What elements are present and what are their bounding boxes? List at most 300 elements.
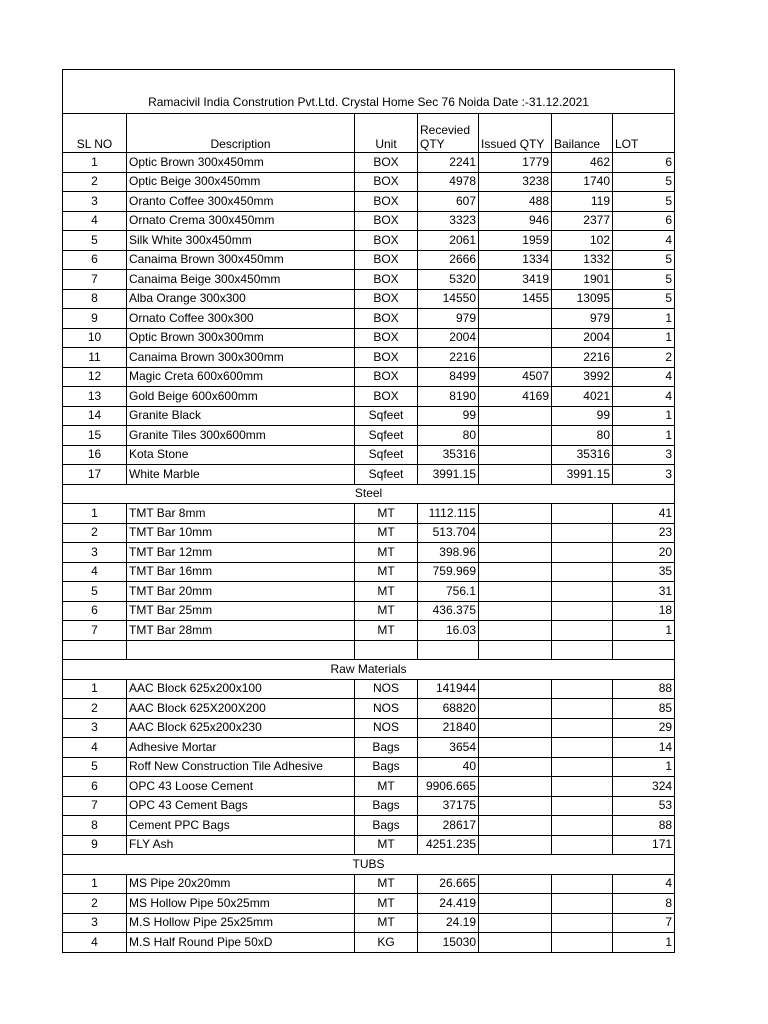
cell-received-qty: 24.19	[418, 913, 479, 933]
cell-received-qty: 3654	[418, 738, 479, 758]
header-description: Description	[127, 114, 355, 153]
cell-balance	[552, 874, 613, 894]
cell-balance: 99	[552, 406, 613, 426]
cell-received-qty: 756.1	[418, 582, 479, 602]
section-header-row	[63, 660, 675, 680]
cell-received-qty: 40	[418, 757, 479, 777]
cell-description: Adhesive Mortar	[127, 738, 355, 758]
cell-description: White Marble	[127, 465, 355, 485]
cell-balance: 1740	[552, 172, 613, 192]
cell-balance	[552, 679, 613, 699]
cell-sl-no: 7	[63, 621, 127, 641]
table-row	[63, 796, 675, 816]
cell-lot: 5	[613, 192, 675, 212]
cell-issued-qty	[479, 738, 552, 758]
table-row	[63, 250, 675, 270]
cell-sl-no: 3	[63, 913, 127, 933]
cell-received-qty: 15030	[418, 933, 479, 953]
cell-sl-no: 1	[63, 679, 127, 699]
table-row	[63, 913, 675, 933]
cell-description: Ornato Coffee 300x300	[127, 309, 355, 329]
cell-received-qty: 8190	[418, 387, 479, 407]
cell-issued-qty	[479, 445, 552, 465]
cell-unit: MT	[355, 523, 418, 543]
cell-issued-qty: 1959	[479, 231, 552, 251]
cell-issued-qty	[479, 757, 552, 777]
cell-received-qty: 2061	[418, 231, 479, 251]
table-row	[63, 289, 675, 309]
cell-sl-no: 8	[63, 816, 127, 836]
cell-issued-qty	[479, 309, 552, 329]
stock-table	[62, 69, 675, 953]
cell-description: M.S Hollow Pipe 25x25mm	[127, 913, 355, 933]
table-row	[63, 601, 675, 621]
cell-description: Gold Beige 600x600mm	[127, 387, 355, 407]
cell-balance: 4021	[552, 387, 613, 407]
cell-unit: Bags	[355, 816, 418, 836]
cell-lot: 14	[613, 738, 675, 758]
cell-received-qty: 3991.15	[418, 465, 479, 485]
cell-lot: 3	[613, 445, 675, 465]
cell-lot: 6	[613, 211, 675, 231]
cell-issued-qty: 946	[479, 211, 552, 231]
cell-balance	[552, 562, 613, 582]
header-unit: Unit	[355, 114, 418, 153]
cell-balance: 1901	[552, 270, 613, 290]
cell-lot: 4	[613, 231, 675, 251]
cell-issued-qty: 1455	[479, 289, 552, 309]
cell-issued-qty	[479, 406, 552, 426]
cell-sl-no: 6	[63, 250, 127, 270]
cell-sl-no: 14	[63, 406, 127, 426]
cell-received-qty	[418, 640, 479, 660]
cell-received-qty: 513.704	[418, 523, 479, 543]
cell-description: OPC 43 Loose Cement	[127, 777, 355, 797]
cell-sl-no: 1	[63, 153, 127, 173]
cell-description: OPC 43 Cement Bags	[127, 796, 355, 816]
cell-lot: 4	[613, 387, 675, 407]
cell-issued-qty	[479, 562, 552, 582]
cell-received-qty: 14550	[418, 289, 479, 309]
cell-lot: 1	[613, 933, 675, 953]
cell-sl-no: 2	[63, 699, 127, 719]
cell-lot: 3	[613, 465, 675, 485]
cell-description: MS Hollow Pipe 50x25mm	[127, 894, 355, 914]
cell-sl-no: 5	[63, 757, 127, 777]
cell-sl-no: 11	[63, 348, 127, 368]
cell-received-qty: 80	[418, 426, 479, 446]
header-sl-no: SL NO	[63, 114, 127, 153]
cell-lot: 23	[613, 523, 675, 543]
section-header-row	[63, 484, 675, 504]
cell-description: AAC Block 625X200X200	[127, 699, 355, 719]
cell-description: M.S Half Round Pipe 50xD	[127, 933, 355, 953]
cell-lot: 4	[613, 874, 675, 894]
cell-balance	[552, 504, 613, 524]
cell-balance	[552, 582, 613, 602]
table-row	[63, 679, 675, 699]
cell-unit: MT	[355, 621, 418, 641]
cell-received-qty: 759.969	[418, 562, 479, 582]
cell-lot: 324	[613, 777, 675, 797]
cell-description: TMT Bar 20mm	[127, 582, 355, 602]
cell-received-qty: 35316	[418, 445, 479, 465]
cell-sl-no: 6	[63, 777, 127, 797]
cell-sl-no: 5	[63, 231, 127, 251]
cell-description: TMT Bar 16mm	[127, 562, 355, 582]
cell-unit: MT	[355, 601, 418, 621]
cell-received-qty: 5320	[418, 270, 479, 290]
cell-sl-no: 3	[63, 192, 127, 212]
cell-sl-no	[63, 640, 127, 660]
table-row	[63, 738, 675, 758]
cell-lot: 53	[613, 796, 675, 816]
cell-unit: MT	[355, 582, 418, 602]
cell-lot: 18	[613, 601, 675, 621]
cell-unit: MT	[355, 562, 418, 582]
table-row	[63, 504, 675, 524]
cell-description: Optic Brown 300x300mm	[127, 328, 355, 348]
table-row	[63, 445, 675, 465]
header-received-qty	[418, 114, 479, 153]
cell-sl-no: 2	[63, 172, 127, 192]
cell-unit: BOX	[355, 289, 418, 309]
cell-received-qty: 21840	[418, 718, 479, 738]
cell-balance	[552, 523, 613, 543]
cell-sl-no: 4	[63, 738, 127, 758]
cell-unit: MT	[355, 913, 418, 933]
cell-issued-qty	[479, 465, 552, 485]
cell-balance	[552, 543, 613, 563]
cell-received-qty: 3323	[418, 211, 479, 231]
cell-sl-no: 7	[63, 796, 127, 816]
cell-balance: 80	[552, 426, 613, 446]
cell-issued-qty	[479, 679, 552, 699]
table-row	[63, 757, 675, 777]
cell-received-qty: 2216	[418, 348, 479, 368]
table-row	[63, 367, 675, 387]
cell-description: Alba Orange 300x300	[127, 289, 355, 309]
cell-balance	[552, 933, 613, 953]
cell-lot: 88	[613, 816, 675, 836]
cell-balance: 2004	[552, 328, 613, 348]
header-received-line1: Recevied	[420, 123, 471, 137]
cell-sl-no: 4	[63, 933, 127, 953]
cell-issued-qty	[479, 835, 552, 855]
table-row	[63, 582, 675, 602]
cell-received-qty: 4978	[418, 172, 479, 192]
cell-unit: NOS	[355, 718, 418, 738]
cell-description	[127, 640, 355, 660]
cell-sl-no: 4	[63, 211, 127, 231]
cell-received-qty: 436.375	[418, 601, 479, 621]
section-title: TUBS	[63, 855, 675, 875]
cell-unit: Sqfeet	[355, 445, 418, 465]
cell-unit: BOX	[355, 348, 418, 368]
cell-lot: 1	[613, 757, 675, 777]
cell-unit: BOX	[355, 172, 418, 192]
cell-description: AAC Block 625x200x230	[127, 718, 355, 738]
cell-unit: BOX	[355, 153, 418, 173]
cell-issued-qty	[479, 699, 552, 719]
cell-issued-qty	[479, 640, 552, 660]
table-row	[63, 270, 675, 290]
cell-issued-qty	[479, 718, 552, 738]
cell-lot: 4	[613, 367, 675, 387]
cell-sl-no: 3	[63, 718, 127, 738]
cell-received-qty: 141944	[418, 679, 479, 699]
cell-lot: 88	[613, 679, 675, 699]
table-row	[63, 211, 675, 231]
cell-unit: MT	[355, 894, 418, 914]
cell-description: TMT Bar 25mm	[127, 601, 355, 621]
cell-balance: 979	[552, 309, 613, 329]
cell-issued-qty	[479, 348, 552, 368]
section-title: Steel	[63, 484, 675, 504]
table-row	[63, 543, 675, 563]
cell-description: Granite Black	[127, 406, 355, 426]
cell-unit: NOS	[355, 679, 418, 699]
cell-unit: BOX	[355, 270, 418, 290]
cell-lot: 20	[613, 543, 675, 563]
cell-unit: BOX	[355, 211, 418, 231]
cell-received-qty: 398.96	[418, 543, 479, 563]
cell-balance	[552, 835, 613, 855]
cell-unit: Bags	[355, 757, 418, 777]
cell-issued-qty	[479, 426, 552, 446]
cell-issued-qty: 1334	[479, 250, 552, 270]
cell-unit: MT	[355, 543, 418, 563]
header-row	[63, 114, 675, 153]
cell-description: MS Pipe 20x20mm	[127, 874, 355, 894]
cell-unit	[355, 640, 418, 660]
cell-balance: 35316	[552, 445, 613, 465]
cell-description: FLY Ash	[127, 835, 355, 855]
cell-balance: 119	[552, 192, 613, 212]
cell-unit: Bags	[355, 796, 418, 816]
cell-lot: 85	[613, 699, 675, 719]
cell-received-qty: 37175	[418, 796, 479, 816]
cell-sl-no: 9	[63, 309, 127, 329]
cell-balance: 1332	[552, 250, 613, 270]
cell-received-qty: 24.419	[418, 894, 479, 914]
title-row	[63, 70, 675, 114]
cell-issued-qty	[479, 523, 552, 543]
cell-lot: 8	[613, 894, 675, 914]
cell-balance: 13095	[552, 289, 613, 309]
cell-balance: 3992	[552, 367, 613, 387]
cell-received-qty: 2666	[418, 250, 479, 270]
cell-unit: Sqfeet	[355, 406, 418, 426]
cell-balance: 3991.15	[552, 465, 613, 485]
cell-unit: Sqfeet	[355, 465, 418, 485]
cell-balance	[552, 738, 613, 758]
cell-lot: 1	[613, 309, 675, 329]
cell-issued-qty: 488	[479, 192, 552, 212]
cell-description: Ornato Crema 300x450mm	[127, 211, 355, 231]
sheet-title: Ramacivil India Constrution Pvt.Ltd. Crystal Home Sec 76 Noida Date :-31.12.2021	[63, 70, 675, 114]
cell-lot: 35	[613, 562, 675, 582]
cell-balance: 462	[552, 153, 613, 173]
cell-balance	[552, 796, 613, 816]
cell-lot: 41	[613, 504, 675, 524]
cell-unit: KG	[355, 933, 418, 953]
cell-sl-no: 10	[63, 328, 127, 348]
table-row	[63, 328, 675, 348]
cell-received-qty: 607	[418, 192, 479, 212]
cell-received-qty: 16.03	[418, 621, 479, 641]
cell-issued-qty	[479, 328, 552, 348]
header-lot: LOT	[613, 114, 675, 153]
cell-unit: NOS	[355, 699, 418, 719]
table-row	[63, 426, 675, 446]
cell-sl-no: 16	[63, 445, 127, 465]
table-row	[63, 348, 675, 368]
cell-received-qty: 99	[418, 406, 479, 426]
cell-lot: 29	[613, 718, 675, 738]
cell-balance	[552, 601, 613, 621]
cell-received-qty: 2241	[418, 153, 479, 173]
table-row	[63, 718, 675, 738]
cell-unit: MT	[355, 504, 418, 524]
cell-balance	[552, 816, 613, 836]
cell-lot: 1	[613, 426, 675, 446]
table-row	[63, 621, 675, 641]
cell-unit: BOX	[355, 309, 418, 329]
cell-issued-qty: 3238	[479, 172, 552, 192]
header-issued-qty: Issued QTY	[479, 114, 552, 153]
table-row	[63, 562, 675, 582]
cell-issued-qty	[479, 816, 552, 836]
table-row	[63, 406, 675, 426]
header-received-line2: QTY	[420, 137, 445, 151]
cell-sl-no: 7	[63, 270, 127, 290]
cell-sl-no: 6	[63, 601, 127, 621]
cell-balance	[552, 640, 613, 660]
cell-balance	[552, 699, 613, 719]
cell-issued-qty	[479, 601, 552, 621]
cell-lot: 2	[613, 348, 675, 368]
cell-description: Magic Creta 600x600mm	[127, 367, 355, 387]
table-row	[63, 777, 675, 797]
cell-sl-no: 3	[63, 543, 127, 563]
cell-unit: Sqfeet	[355, 426, 418, 446]
cell-sl-no: 2	[63, 894, 127, 914]
cell-description: Granite Tiles 300x600mm	[127, 426, 355, 446]
cell-sl-no: 8	[63, 289, 127, 309]
table-row	[63, 172, 675, 192]
section-header-row	[63, 855, 675, 875]
cell-issued-qty: 4169	[479, 387, 552, 407]
cell-lot: 1	[613, 406, 675, 426]
cell-issued-qty: 3419	[479, 270, 552, 290]
cell-issued-qty	[479, 796, 552, 816]
table-row	[63, 231, 675, 251]
cell-issued-qty	[479, 777, 552, 797]
table-row	[63, 153, 675, 173]
cell-issued-qty: 4507	[479, 367, 552, 387]
cell-sl-no: 12	[63, 367, 127, 387]
cell-sl-no: 15	[63, 426, 127, 446]
table-row	[63, 933, 675, 953]
cell-received-qty: 9906.665	[418, 777, 479, 797]
cell-balance	[552, 894, 613, 914]
cell-issued-qty	[479, 582, 552, 602]
cell-sl-no: 1	[63, 504, 127, 524]
table-row	[63, 699, 675, 719]
cell-description: Canaima Brown 300x450mm	[127, 250, 355, 270]
cell-sl-no: 13	[63, 387, 127, 407]
cell-lot: 5	[613, 270, 675, 290]
cell-sl-no: 1	[63, 874, 127, 894]
cell-lot: 6	[613, 153, 675, 173]
cell-unit: BOX	[355, 192, 418, 212]
cell-received-qty: 28617	[418, 816, 479, 836]
section-title: Raw Materials	[63, 660, 675, 680]
cell-lot: 5	[613, 250, 675, 270]
cell-issued-qty	[479, 874, 552, 894]
cell-received-qty: 979	[418, 309, 479, 329]
cell-unit: BOX	[355, 231, 418, 251]
table-row	[63, 816, 675, 836]
cell-balance: 2216	[552, 348, 613, 368]
cell-issued-qty	[479, 933, 552, 953]
cell-balance	[552, 913, 613, 933]
cell-sl-no: 5	[63, 582, 127, 602]
cell-lot: 171	[613, 835, 675, 855]
cell-lot: 31	[613, 582, 675, 602]
table-row	[63, 387, 675, 407]
cell-received-qty: 2004	[418, 328, 479, 348]
cell-description: Optic Brown 300x450mm	[127, 153, 355, 173]
cell-sl-no: 4	[63, 562, 127, 582]
cell-description: TMT Bar 8mm	[127, 504, 355, 524]
cell-issued-qty	[479, 504, 552, 524]
cell-description: Cement PPC Bags	[127, 816, 355, 836]
cell-issued-qty: 1779	[479, 153, 552, 173]
cell-description: AAC Block 625x200x100	[127, 679, 355, 699]
cell-received-qty: 4251.235	[418, 835, 479, 855]
cell-description: TMT Bar 28mm	[127, 621, 355, 641]
cell-balance: 2377	[552, 211, 613, 231]
cell-balance	[552, 757, 613, 777]
cell-lot: 1	[613, 621, 675, 641]
cell-description: Kota Stone	[127, 445, 355, 465]
cell-issued-qty	[479, 543, 552, 563]
cell-balance	[552, 777, 613, 797]
cell-received-qty: 68820	[418, 699, 479, 719]
cell-description: Roff New Construction Tile Adhesive	[127, 757, 355, 777]
cell-issued-qty	[479, 894, 552, 914]
header-balance: Bailance	[552, 114, 613, 153]
table-row	[63, 835, 675, 855]
table-row	[63, 192, 675, 212]
cell-issued-qty	[479, 913, 552, 933]
cell-description: Canaima Brown 300x300mm	[127, 348, 355, 368]
table-row	[63, 309, 675, 329]
cell-unit: BOX	[355, 328, 418, 348]
cell-description: Oranto Coffee 300x450mm	[127, 192, 355, 212]
cell-unit: BOX	[355, 250, 418, 270]
cell-sl-no: 17	[63, 465, 127, 485]
cell-balance	[552, 718, 613, 738]
cell-received-qty: 8499	[418, 367, 479, 387]
table-row	[63, 523, 675, 543]
cell-balance	[552, 621, 613, 641]
table-row	[63, 874, 675, 894]
cell-unit: MT	[355, 835, 418, 855]
cell-lot: 1	[613, 328, 675, 348]
